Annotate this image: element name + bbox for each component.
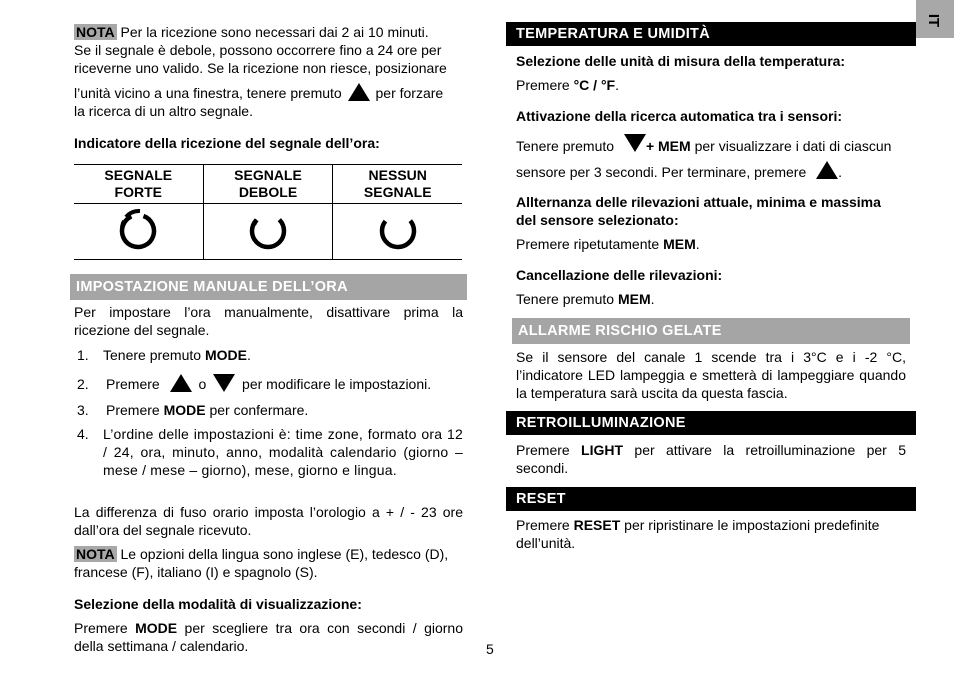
signal-none-cell (333, 204, 462, 260)
signal-none-icon (373, 205, 423, 255)
step-3: 3. Premere MODE per confermare. (77, 402, 309, 418)
nota-2 (74, 545, 464, 581)
display-mode-text: Premere MODE per scegliere tra ora con secondi / giorno della settimana / calendario. (74, 620, 463, 654)
units-heading: Selezione delle unità di misura della temperatura: (516, 53, 846, 69)
alternate-heading: Allternanza delle rilevazioni attuale, minima e massima del sensore selezionato: (516, 194, 881, 228)
frost-alarm-text: Se il sensore del canale 1 scende tra i 3°C e i -2 °C, l’indicatore LED lampeggia e smetterà di lampeggiare quando la temperatura sarà uscita da questa fascia. (516, 349, 906, 401)
units-text: Premere °C / °F. (516, 77, 619, 93)
signal-strong-cell (74, 204, 203, 260)
frost-alarm-heading: ALLARME RISCHIO GELATE (512, 318, 910, 344)
alternate-text: Premere ripetutamente MEM. (516, 236, 700, 252)
signal-weak-cell (203, 204, 333, 260)
signal-none-header: NESSUN SEGNALE (333, 165, 462, 204)
auto-search-text: Tenere premuto + MEM per visualizzare i dati di ciascun sensore per 3 secondi. Per terminare, premere . (516, 133, 908, 185)
step-4-text: L’ordine delle impostazioni è: time zone, formato ora 12 / 24, ora, minuto, anno, modalità calendario (giorno – mese / mese – giorno), mese, giorno e lingua. (103, 426, 463, 478)
nota-1-line5: la ricerca di un altro segnale. (74, 103, 253, 119)
manual-time-heading: IMPOSTAZIONE MANUALE DELL’ORA (70, 274, 467, 300)
clear-text: Tenere premuto MEM. (516, 291, 655, 307)
display-mode-heading: Selezione della modalità di visualizzazione: (74, 596, 362, 612)
signal-table (74, 164, 462, 260)
backlight-text: Premere LIGHT per attivare la retroilluminazione per 5 secondi. (516, 442, 906, 476)
nota-1-line2: Se il segnale è debole, possono occorrere fino a 24 ore per (74, 42, 442, 58)
nota-1-cont (74, 83, 466, 121)
auto-search-heading: Attivazione della ricerca automatica tra i sensori: (516, 108, 843, 124)
up-arrow-icon (170, 374, 192, 392)
reset-text: Premere RESET per ripristinare le impostazioni predefinite dell’unità. (516, 517, 880, 551)
down-arrow-icon (213, 374, 235, 392)
signal-weak-icon (243, 205, 293, 255)
nota-1-line4: l’unità vicino a una finestra, tenere premuto (74, 85, 342, 101)
nota-2-text: Le opzioni della lingua sono inglese (E), tedesco (D), francese (F), italiano (I) e spagnolo (S). (74, 546, 449, 580)
step-2: 2. Premere o per modificare le impostazioni. (77, 376, 432, 392)
nota-1-line4-end: per forzare (375, 85, 444, 101)
manual-intro: Per impostare l’ora manualmente, disattivare prima la ricezione del segnale. (74, 304, 463, 338)
clear-heading: Cancellazione delle rilevazioni: (516, 267, 723, 283)
down-arrow-icon (624, 134, 646, 152)
nota-1-line1: Per la ricezione sono necessari dai 2 ai 10 minuti. (120, 24, 429, 40)
nota-label: NOTA (76, 24, 115, 40)
language-tab-label: IT (925, 13, 943, 28)
step-4: 4. (77, 426, 89, 442)
timezone-text: La differenza di fuso orario imposta l’orologio a + / - 23 ore dall’ora del segnale ricevuto. (74, 504, 463, 538)
nota-1-line3: riceverne uno valido. Se la ricezione non riesce, posizionare (74, 60, 447, 76)
signal-strong-header: SEGNALE FORTE (74, 165, 203, 204)
signal-weak-header: SEGNALE DEBOLE (203, 165, 333, 204)
language-tab (916, 0, 954, 38)
up-arrow-icon (816, 161, 838, 179)
reset-heading: RESET (506, 487, 916, 511)
temp-humidity-heading: TEMPERATURA E UMIDITÀ (506, 22, 916, 46)
nota-1 (74, 23, 463, 77)
page-number: 5 (486, 641, 494, 657)
backlight-heading: RETROILLUMINAZIONE (506, 411, 916, 435)
indicator-heading: Indicatore della ricezione del segnale dell’ora: (74, 135, 380, 151)
signal-strong-icon (113, 205, 163, 255)
up-arrow-icon (348, 83, 370, 101)
nota-label: NOTA (76, 546, 115, 562)
step-1: 1. Tenere premuto MODE. (77, 347, 251, 363)
